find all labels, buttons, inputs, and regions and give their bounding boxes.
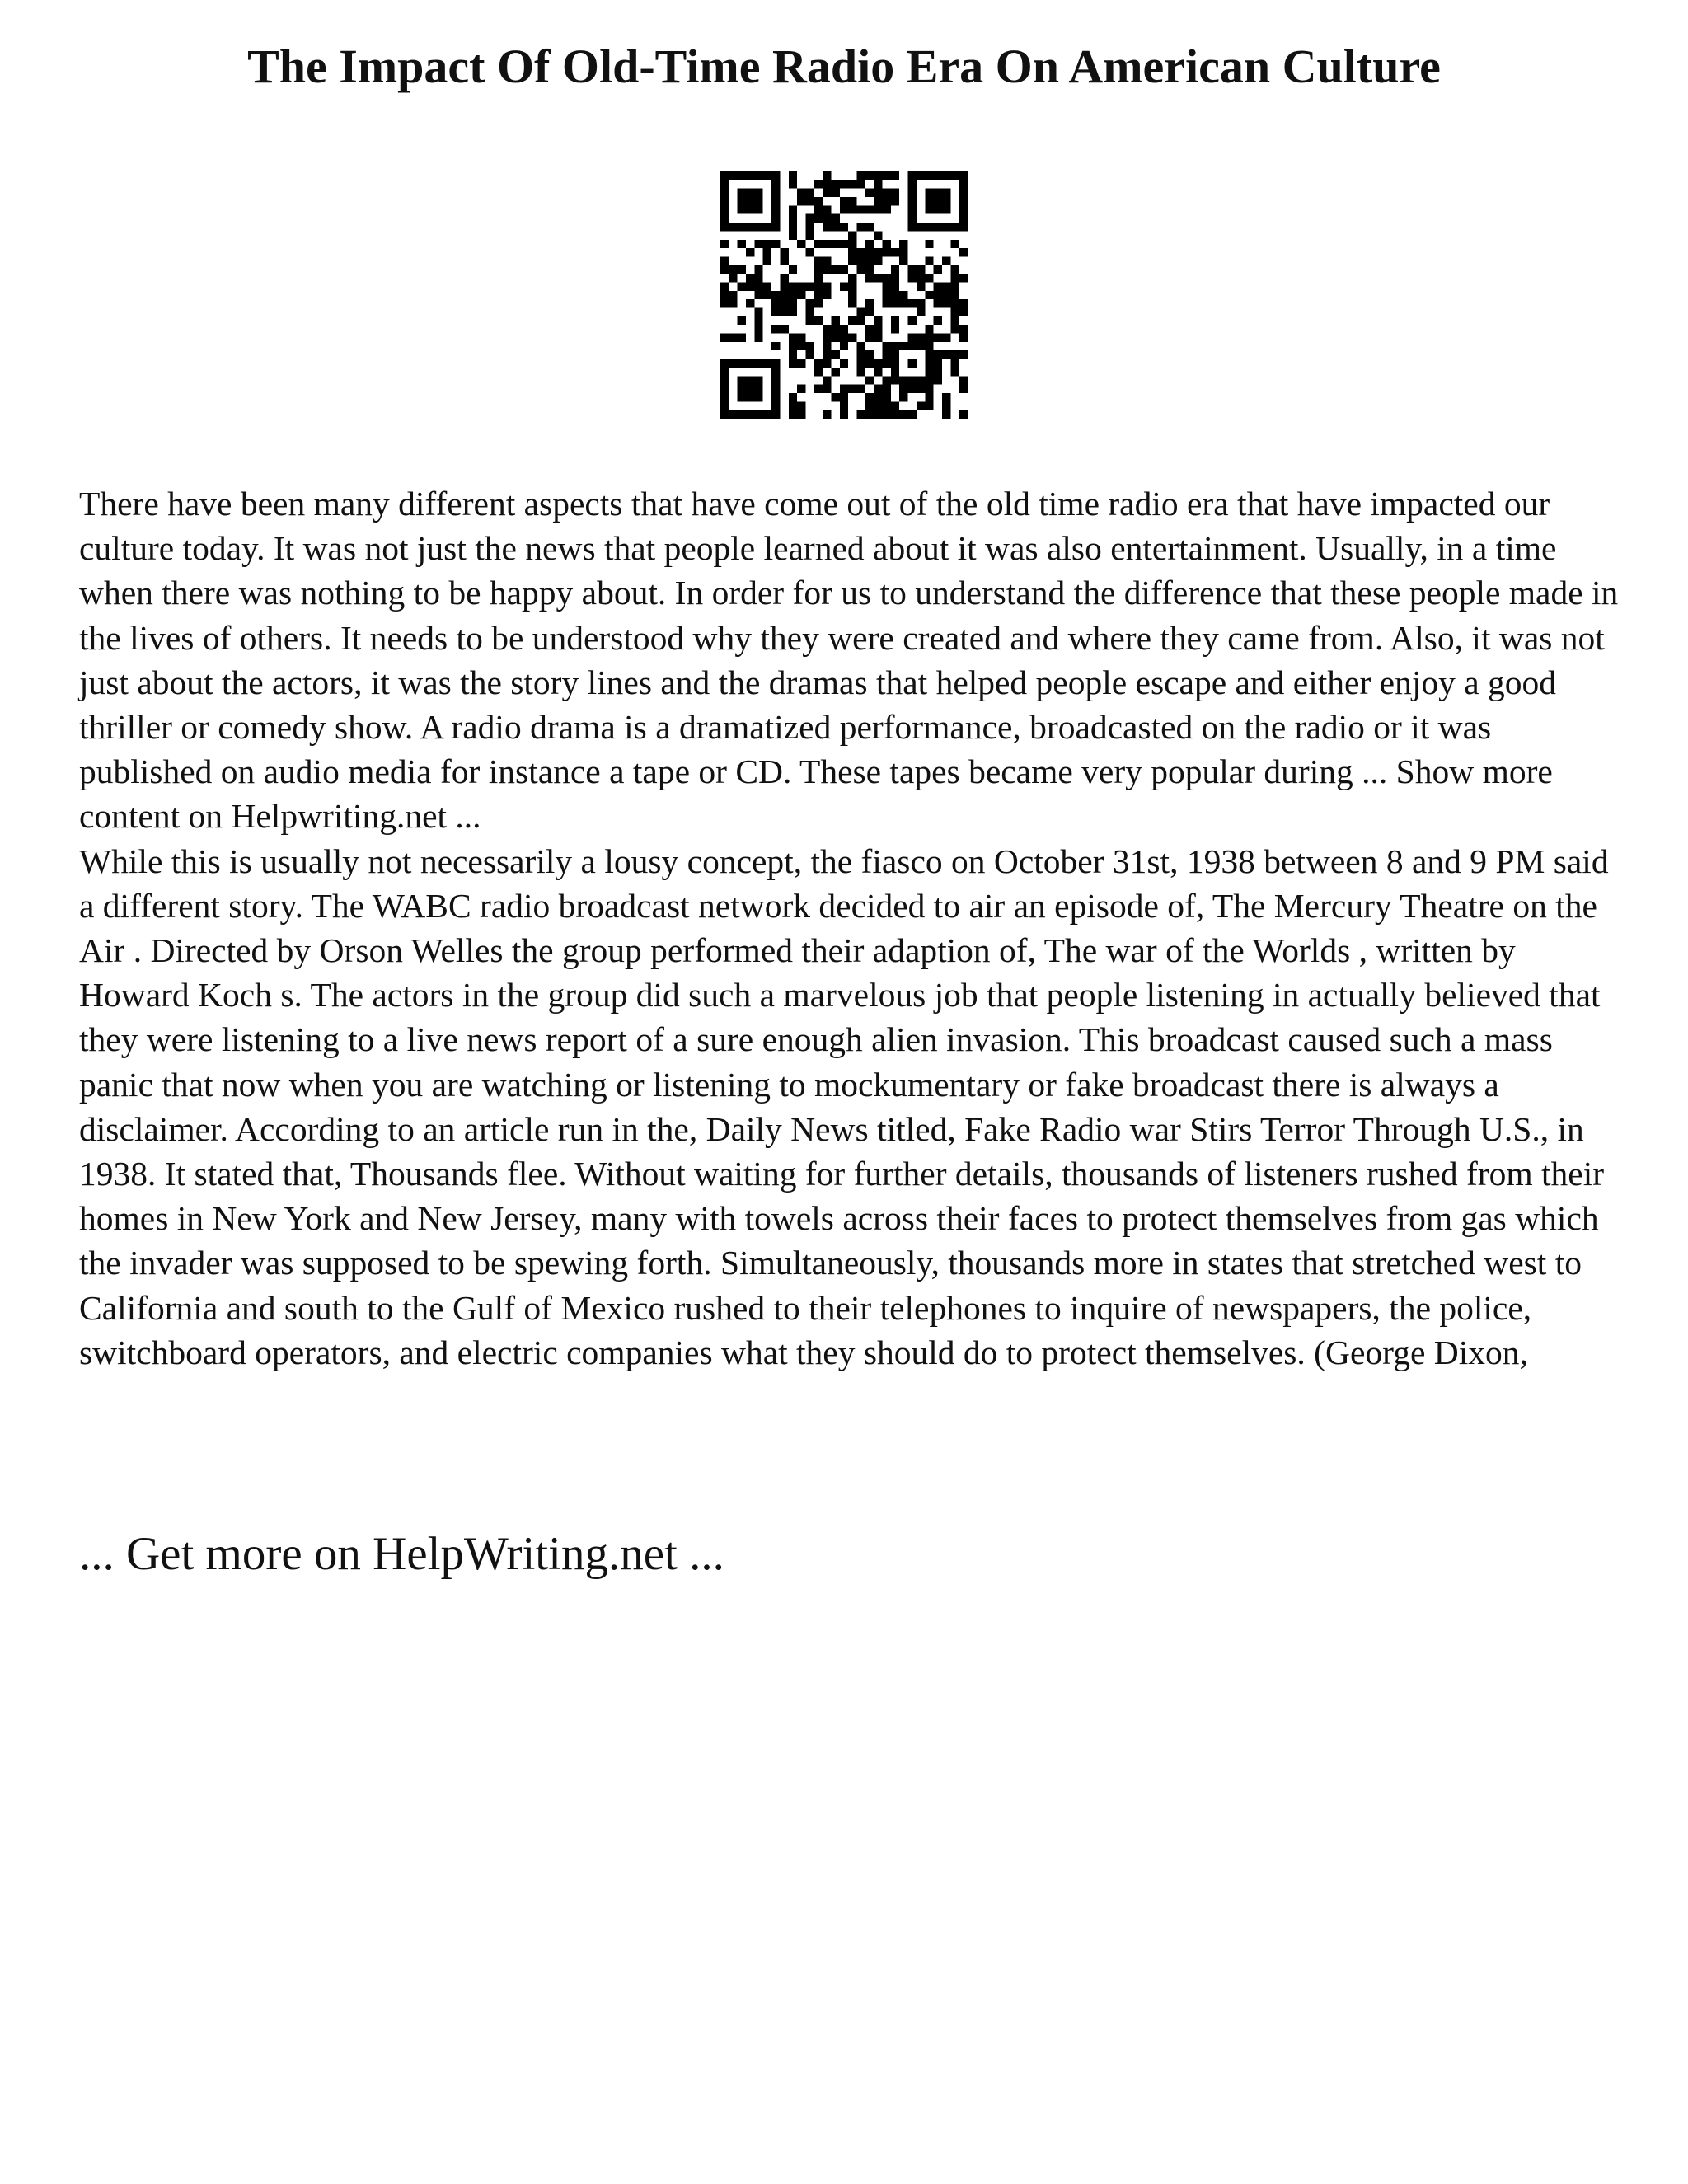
qr-code-icon[interactable]	[720, 171, 968, 419]
qr-code-graphic	[720, 171, 968, 419]
get-more-link[interactable]: ... Get more on HelpWriting.net ...	[79, 1528, 724, 1580]
paragraph: While this is usually not necessarily a lousy concept, the fiasco on October 31st, 1938 between 8 and 9 PM said a different story. The WABC radio broadcast network decided to air an episode of, The Mercury Theatre on the Air . Directed by Orson Welles the group performed their adaption of, The war of the Worlds , written by Howard Koch s. The actors in the group did such a marvelous job that people listening in actually believed that they were listening to a live news report of a sure enough alien invasion. This broadcast caused such a mass panic that now when you are watching or listening to mockumentary or fake broadcast there is always a disclaimer. According to an article run in the, Daily News titled, Fake Radio war Stirs Terror Through U.S., in 1938. It stated that, Thousands flee. Without waiting for further details, thousands of listeners rushed from their homes in New York and New Jersey, many with towels across their faces to protect themselves from gas which the invader was supposed to be spewing forth. Simultaneously, thousands more in states that stretched west to California and south to the Gulf of Mexico rushed to their telephones to inquire of newspapers, the police, switchboard operators, and electric companies what they should do to protect themselves. (George Dixon,	[79, 841, 1609, 1371]
paragraph: There have been many different aspects that have come out of the old time radio era that have impacted our culture today. It was not just the news that people learned about it was also entertainment. Usually, in a time when there was nothing to be happy about. In order for us to understand the difference that these people made in the lives of others. It needs to be understood why they were created and where they came from. Also, it was not just about the actors, it was the story lines and the dramas that helped people escape and either enjoy a good thriller or comedy show. A radio drama is a dramatized performance, broadcasted on the radio or it was published on audio media for instance a tape or CD. These tapes became very popular during ... Show more content on Helpwriting.net ...	[79, 485, 1619, 836]
page-title: The Impact Of Old-Time Radio Era On American Culture	[247, 40, 1441, 93]
article-body	[79, 481, 1629, 1375]
